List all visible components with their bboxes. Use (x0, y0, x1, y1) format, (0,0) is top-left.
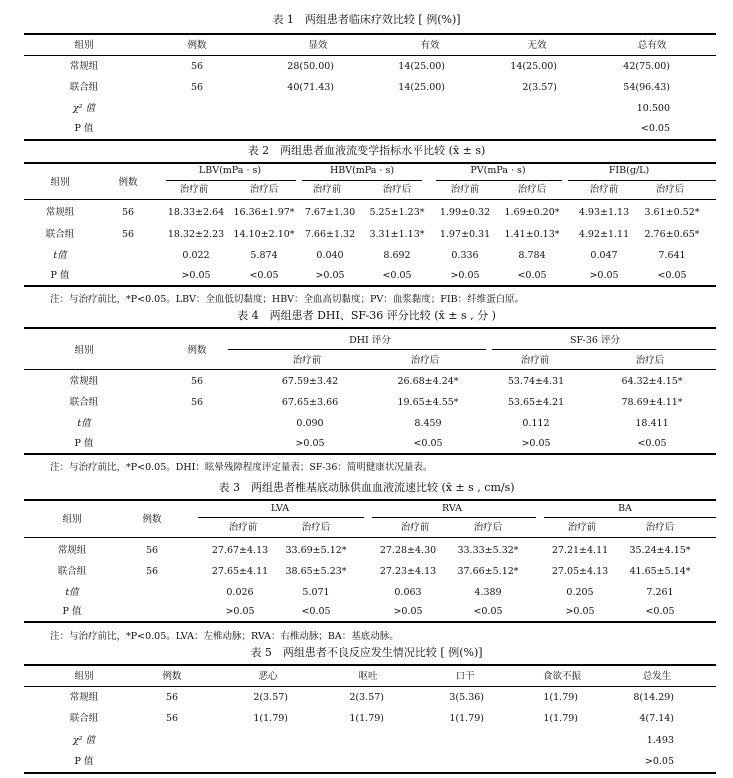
table5-header: 恶心 (258, 671, 278, 682)
table-cell: 27.65±4.11 (211, 566, 269, 577)
table3-group-ba: BA (618, 503, 632, 514)
table-cell: 14(25.00) (398, 61, 445, 72)
table4-top-rule (24, 327, 716, 329)
table2-subheader: 治疗前 (450, 184, 480, 195)
table-cell: t值 (53, 250, 67, 261)
table5-header: 呕吐 (358, 671, 378, 682)
table3-subheader: 治疗前 (567, 522, 597, 533)
table-cell: >0.05 (450, 270, 480, 281)
table-cell: 56 (165, 713, 179, 724)
table-cell: >0.05 (295, 438, 325, 449)
table-cell: 常规组 (45, 207, 75, 218)
table2-group-fib: FIB(g/L) (608, 165, 650, 176)
table3-header-rule (24, 537, 716, 538)
table-cell: 1.69±0.20* (504, 207, 560, 218)
table-cell: 1(1.79) (349, 713, 384, 724)
table4-subheader: 治疗前 (292, 355, 322, 366)
table-cell: 56 (190, 61, 204, 72)
table2-subheader: 治疗前 (312, 184, 342, 195)
table5-caption: 表 5 两组患者不良反应发生情况比较 [ 例(%)] (250, 646, 483, 659)
table2-group-rule (302, 180, 422, 181)
table3-bottom-rule (24, 621, 716, 623)
table2-caption: 表 2 两组患者血液流变学指标水平比较 (x̄ ± s) (247, 144, 486, 157)
table-cell: 26.68±4.24* (397, 376, 459, 387)
table-cell: 35.24±4.15* (629, 545, 691, 556)
table3-subheader: 治疗前 (400, 522, 430, 533)
table-cell: 10.500 (636, 103, 670, 114)
table3-group-rva: RVA (442, 503, 462, 514)
table-cell: 56 (190, 376, 204, 387)
table-cell: 18.33±2.64 (167, 207, 225, 218)
table-cell: P 值 (50, 270, 70, 281)
table-cell: 33.69±5.12* (285, 545, 347, 556)
table-cell: 41.65±5.14* (629, 566, 691, 577)
table-cell: 53.65±4.21 (507, 397, 565, 408)
table2-bottom-rule (24, 285, 716, 287)
table2-group-hbv: HBV(mPa · s) (329, 165, 395, 176)
table3-subheader: 治疗后 (301, 522, 331, 533)
table-cell: 37.66±5.12* (457, 566, 519, 577)
table1-header: 有效 (420, 40, 440, 51)
table1-header: 总有效 (637, 40, 667, 51)
table-cell: 27.23±4.13 (379, 566, 437, 577)
table2-header-rule (24, 199, 716, 200)
table5-top-rule (24, 664, 716, 666)
table-cell: 33.33±5.32* (457, 545, 519, 556)
table-cell: 7.66±1.32 (304, 229, 356, 240)
table-cell: 56 (121, 207, 135, 218)
table4-bottom-rule (24, 453, 716, 455)
table-cell: 联合组 (57, 566, 87, 577)
table-cell: 4.389 (474, 587, 502, 598)
table-cell: 联合组 (69, 713, 99, 724)
table-cell: 常规组 (69, 61, 99, 72)
table-cell: 3.61±0.52* (644, 207, 700, 218)
table2-group-lbv: LBV(mPa · s) (198, 165, 262, 176)
table2-header: 组别 (50, 177, 70, 188)
table-cell: 19.65±4.55* (397, 397, 459, 408)
table-cell: 7.641 (658, 250, 686, 261)
table-cell: 56 (145, 545, 159, 556)
table-cell: <0.05 (517, 270, 547, 281)
table2-top-rule (24, 162, 716, 164)
table3-group-lva: LVA (270, 503, 290, 514)
table-cell: 67.59±3.42 (281, 376, 339, 387)
table-cell: >0.05 (589, 270, 619, 281)
table5-header: 例数 (162, 671, 182, 682)
table-cell: 0.090 (296, 418, 324, 429)
table2-note: 注：与治疗前比，*P<0.05。LBV：全血低切黏度；HBV：全血高切黏度；PV：血浆黏度；FIB：纤维蛋白原。 (50, 294, 525, 305)
table-cell: <0.05 (301, 606, 331, 617)
table-cell: χ² 值 (72, 735, 96, 746)
table1-caption: 表 1 两组患者临床疗效比较 [ 例(%)] (272, 13, 461, 26)
table-cell: 8(14.29) (633, 692, 674, 703)
table-cell: 56 (121, 229, 135, 240)
table3-subheader: 治疗后 (473, 522, 503, 533)
table-cell: 1(1.79) (543, 713, 578, 724)
table-cell: 0.022 (182, 250, 210, 261)
table4-header: 例数 (187, 345, 207, 356)
table-cell: <0.05 (473, 606, 503, 617)
table3-group-rule (198, 517, 364, 518)
table5-header: 食欲不振 (542, 671, 582, 682)
table2-group-rule (166, 180, 296, 181)
table-cell: >0.05 (565, 606, 595, 617)
table-cell: <0.05 (413, 438, 443, 449)
table4-group-rule (492, 349, 716, 350)
table2-subheader: 治疗后 (382, 184, 412, 195)
table4-subheader: 治疗前 (520, 355, 550, 366)
table-cell: 38.65±5.23* (285, 566, 347, 577)
table-cell: 常规组 (69, 692, 99, 703)
table-cell: 16.36±1.97* (233, 207, 295, 218)
table5-header-rule (24, 686, 716, 687)
table3-subheader: 治疗前 (228, 522, 258, 533)
table-cell: >0.05 (521, 438, 551, 449)
table-cell: 56 (190, 397, 204, 408)
table-cell: 3(5.36) (449, 692, 484, 703)
table-cell: 14(25.00) (398, 82, 445, 93)
table-cell: 1(1.79) (449, 713, 484, 724)
table-cell: 0.205 (566, 587, 594, 598)
table-cell: 1.493 (646, 735, 674, 746)
table-cell: 0.026 (226, 587, 254, 598)
table-cell: 67.65±3.66 (281, 397, 339, 408)
table4-subheader: 治疗后 (410, 355, 440, 366)
table-cell: 42(75.00) (623, 61, 670, 72)
table4-header: 组别 (74, 345, 94, 356)
table-cell: 联合组 (45, 229, 75, 240)
table-cell: 18.32±2.23 (167, 229, 225, 240)
table-cell: <0.05 (640, 123, 670, 134)
table-cell: 5.874 (250, 250, 278, 261)
table2-group-rule (436, 180, 562, 181)
table-cell: 8.459 (414, 418, 442, 429)
table-cell: P 值 (74, 756, 94, 767)
table1-top-rule (24, 33, 716, 35)
table5-header: 组别 (74, 671, 94, 682)
table2-subheader: 治疗前 (589, 184, 619, 195)
table-cell: <0.05 (645, 606, 675, 617)
table-cell: >0.05 (181, 270, 211, 281)
table-cell: 53.74±4.31 (507, 376, 565, 387)
table3-note: 注：与治疗前比，*P<0.05。LVA：左椎动脉；RVA：右椎动脉；BA：基底动脉。 (50, 631, 399, 642)
table-cell: 1(1.79) (543, 692, 578, 703)
table-cell: >0.05 (393, 606, 423, 617)
table-cell: >0.05 (225, 606, 255, 617)
table-cell: 2(3.57) (522, 82, 557, 93)
table3-header: 例数 (142, 514, 162, 525)
table-cell: P 值 (74, 123, 94, 134)
table-cell: 2(3.57) (349, 692, 384, 703)
table5-header: 总发生 (642, 671, 672, 682)
table-cell: 7.261 (646, 587, 674, 598)
table-cell: 54(96.43) (623, 82, 670, 93)
table1-header: 例数 (187, 40, 207, 51)
table3-top-rule (24, 499, 716, 501)
table-cell: 0.040 (316, 250, 344, 261)
table4-group-rule (228, 349, 486, 350)
table-cell: 0.112 (522, 418, 550, 429)
table-cell: 14(25.00) (510, 61, 557, 72)
table-cell: >0.05 (644, 756, 674, 767)
table-cell: 1.97±0.31 (439, 229, 491, 240)
table-cell: 1.99±0.32 (439, 207, 491, 218)
table-cell: 27.28±4.30 (379, 545, 437, 556)
table1-header: 组别 (74, 40, 94, 51)
table2-subheader: 治疗前 (179, 184, 209, 195)
table-cell: 0.063 (394, 587, 422, 598)
table4-caption: 表 4 两组患者 DHI、SF-36 评分比较 (x̄ ± s , 分 ) (237, 309, 496, 322)
table1-header: 无效 (527, 40, 547, 51)
table-cell: 56 (145, 566, 159, 577)
table5-header: 口干 (455, 671, 475, 682)
table-cell: <0.05 (657, 270, 687, 281)
table4-note: 注：与治疗前比，*P<0.05。DHI：眩晕残障程度评定量表；SF-36：简明健康状况量表。 (50, 462, 433, 473)
table-cell: 4.93±1.13 (578, 207, 630, 218)
table-cell: 0.336 (451, 250, 479, 261)
table-cell: 7.67±1.30 (304, 207, 356, 218)
table-cell: 27.21±4.11 (551, 545, 609, 556)
table2-header: 例数 (118, 177, 138, 188)
table4-header-rule (24, 369, 716, 370)
table-cell: 56 (165, 692, 179, 703)
table2-group-rule (568, 180, 716, 181)
table2-subheader: 治疗后 (655, 184, 685, 195)
table-cell: 3.31±1.13* (369, 229, 425, 240)
table-cell: >0.05 (315, 270, 345, 281)
table2-group-pv: PV(mPa · s) (470, 165, 526, 176)
table-cell: P 值 (74, 438, 94, 449)
table3-caption: 表 3 两组患者椎基底动脉供血血液流速比较 (x̄ ± s , cm/s) (218, 481, 515, 494)
table-cell: 5.071 (302, 587, 330, 598)
table3-subheader: 治疗后 (645, 522, 675, 533)
table-cell: 4(7.14) (639, 713, 674, 724)
table-cell: 56 (190, 82, 204, 93)
table-cell: 78.69±4.11* (621, 397, 683, 408)
table4-group-sf36: SF-36 评分 (570, 335, 620, 346)
table3-group-rule (544, 517, 716, 518)
table-cell: <0.05 (382, 270, 412, 281)
table5-bottom-rule (24, 772, 716, 774)
table-cell: 1.41±0.13* (504, 229, 560, 240)
table-cell: 5.25±1.23* (369, 207, 425, 218)
table-cell: t值 (65, 587, 79, 598)
table-cell: 64.32±4.15* (621, 376, 683, 387)
table-cell: 0.047 (590, 250, 618, 261)
table3-group-rule (372, 517, 536, 518)
table-cell: 8.784 (518, 250, 546, 261)
table3-header: 组别 (62, 514, 82, 525)
table-cell: 40(71.43) (287, 82, 334, 93)
table-cell: 1(1.79) (253, 713, 288, 724)
table-cell: χ² 值 (72, 103, 96, 114)
table-cell: 18.411 (635, 418, 669, 429)
table-cell: 27.67±4.13 (211, 545, 269, 556)
table-cell: 联合组 (69, 397, 99, 408)
table-cell: 28(50.00) (287, 61, 334, 72)
table1-header: 显效 (308, 40, 328, 51)
table-cell: P 值 (62, 606, 82, 617)
table-cell: 2(3.57) (253, 692, 288, 703)
table-cell: t值 (77, 418, 91, 429)
table-cell: 27.05±4.13 (551, 566, 609, 577)
table1-header-rule (24, 55, 716, 56)
table2-subheader: 治疗后 (249, 184, 279, 195)
table-cell: 常规组 (57, 545, 87, 556)
table-cell: 2.76±0.65* (644, 229, 700, 240)
table4-group-dhi: DHI 评分 (349, 335, 391, 346)
table-cell: 14.10±2.10* (233, 229, 295, 240)
table-cell: 常规组 (69, 376, 99, 387)
table-cell: 联合组 (69, 82, 99, 93)
table4-subheader: 治疗后 (635, 355, 665, 366)
table2-subheader: 治疗后 (517, 184, 547, 195)
table-cell: <0.05 (249, 270, 279, 281)
table-cell: <0.05 (637, 438, 667, 449)
table-cell: 8.692 (383, 250, 411, 261)
table1-bottom-rule (24, 139, 716, 141)
table-cell: 4.92±1.11 (578, 229, 630, 240)
